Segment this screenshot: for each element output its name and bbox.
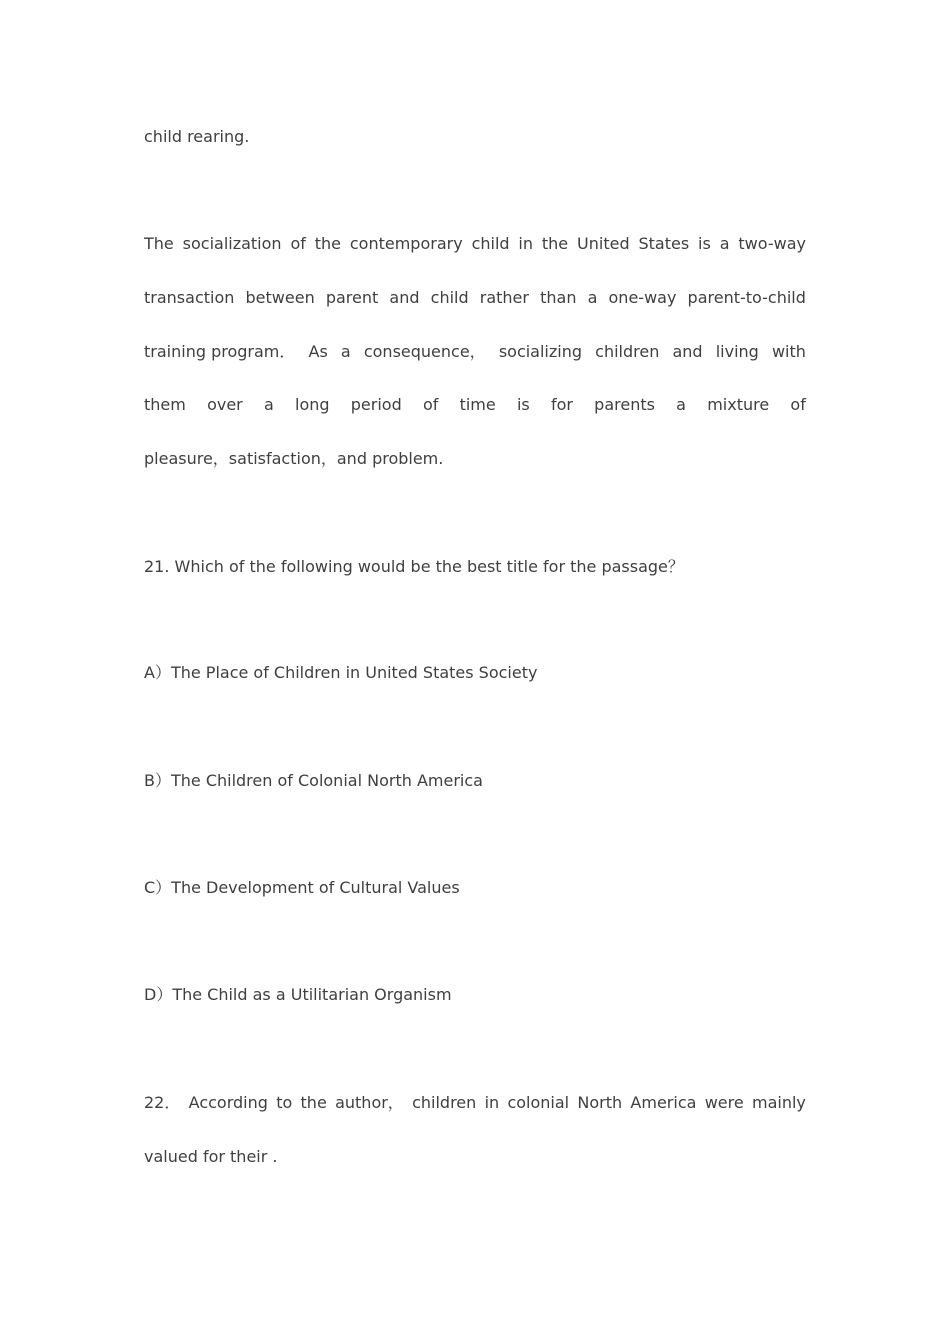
word: According — [188, 1093, 268, 1112]
word: of — [790, 395, 806, 414]
word: As — [308, 342, 328, 361]
word: socializing — [498, 342, 583, 361]
word: a — [263, 395, 274, 414]
word: in — [484, 1093, 500, 1112]
word: a — [719, 234, 730, 253]
word: parents — [594, 395, 655, 414]
word: period — [350, 395, 402, 414]
word: America — [630, 1093, 697, 1112]
paragraph-line — [144, 288, 806, 308]
word: rather — [479, 288, 529, 307]
word: time — [459, 395, 496, 414]
word: were — [704, 1093, 744, 1112]
word: United — [577, 234, 630, 253]
word: parent — [325, 288, 379, 307]
word: consequence， — [363, 342, 486, 361]
word: parent-to-child — [687, 288, 806, 307]
word: to — [276, 1093, 293, 1112]
word: is — [516, 395, 530, 414]
word: mixture — [707, 395, 770, 414]
word: North — [577, 1093, 623, 1112]
word: a — [587, 288, 598, 307]
word: the — [314, 234, 341, 253]
question-22-stem-line — [144, 1093, 806, 1113]
word: States — [638, 234, 690, 253]
word: is — [698, 234, 711, 253]
word: long — [295, 395, 330, 414]
word: with — [771, 342, 806, 361]
word: and — [389, 288, 420, 307]
word: author， — [335, 1093, 404, 1112]
word: 22． — [144, 1093, 181, 1112]
word: over — [207, 395, 243, 414]
paragraph-line — [144, 395, 806, 415]
word: colonial — [507, 1093, 570, 1112]
word: children — [595, 342, 660, 361]
word: training program． — [144, 342, 296, 361]
word: mainly — [751, 1093, 806, 1112]
paragraph-last-line: pleasure，satisfaction，and problem. — [144, 449, 444, 468]
word: them — [144, 395, 186, 414]
option-b: B）The Children of Colonial North America — [144, 771, 483, 790]
word: between — [245, 288, 315, 307]
word: The — [144, 234, 174, 253]
word: and — [672, 342, 703, 361]
word: of — [422, 395, 439, 414]
paragraph-line — [144, 234, 806, 254]
question-21-stem: 21. Which of the following would be the best title for the passage？ — [144, 557, 684, 576]
word: than — [540, 288, 577, 307]
word: living — [715, 342, 759, 361]
word: children — [412, 1093, 477, 1112]
word: a — [676, 395, 686, 414]
option-d: D）The Child as a Utilitarian Organism — [144, 985, 452, 1004]
question-22-stem-line-2: valued for their . — [144, 1147, 278, 1166]
option-c: C）The Development of Cultural Values — [144, 878, 460, 897]
passage-tail: child rearing. — [144, 127, 250, 146]
word: contemporary — [349, 234, 463, 253]
word: one-way — [608, 288, 677, 307]
word: socialization — [182, 234, 282, 253]
paragraph-line — [144, 342, 806, 362]
word: for — [550, 395, 573, 414]
word: the — [300, 1093, 327, 1112]
word: of — [290, 234, 306, 253]
word: in — [518, 234, 534, 253]
word: a — [340, 342, 351, 361]
word: child — [471, 234, 510, 253]
word: transaction — [144, 288, 235, 307]
word: two-way — [738, 234, 806, 253]
word: child — [430, 288, 469, 307]
word: the — [541, 234, 569, 253]
option-a: A）The Place of Children in United States Society — [144, 663, 538, 682]
